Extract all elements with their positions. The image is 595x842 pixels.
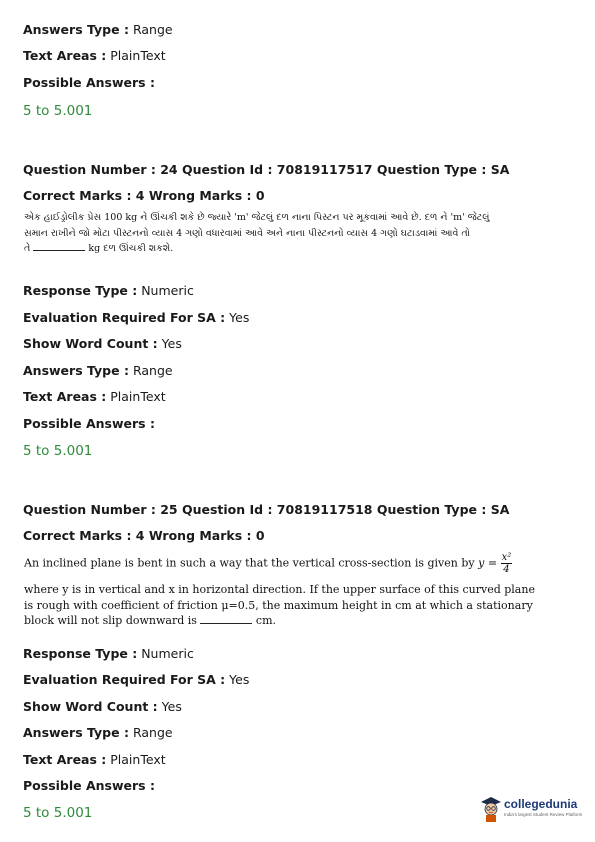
answer-blank bbox=[200, 622, 252, 624]
q25-answers-type-row: Answers Type : Range bbox=[23, 725, 173, 740]
q25-question-text bbox=[24, 552, 535, 629]
student-mascot-icon bbox=[480, 796, 502, 822]
q24-header: Question Number : 24 Question Id : 70819117517 Question Type : SA bbox=[23, 162, 510, 177]
q25-header: Question Number : 25 Question Id : 70819117518 Question Type : SA bbox=[23, 502, 510, 517]
collegedunia-logo bbox=[480, 796, 583, 822]
q24-answers-type-row: Answers Type : Range bbox=[23, 363, 173, 378]
logo-tagline: India's largest Student Review Platform bbox=[504, 812, 583, 817]
q25-word-count-row: Show Word Count : Yes bbox=[23, 699, 182, 714]
q25-text-line3: is rough with coefficient of friction μ=0.5, the maximum height in cm at which a stationary bbox=[24, 598, 533, 612]
q25-possible-answer: 5 to 5.001 bbox=[23, 805, 93, 821]
answer-blank bbox=[33, 249, 85, 251]
q25-marks: Correct Marks : 4 Wrong Marks : 0 bbox=[23, 528, 265, 543]
q24-text-line2: સમાન રાખીને જો મોટા પીસ્ટનનો વ્યાસ 4 ગણો વધારવામાં આવે અને નાના પીસ્ટનનો વ્યાસ 4 ગણો ઘટાડવામાં આવે તો bbox=[24, 227, 471, 239]
q24-text-line1: એક હાઈડ્રોલીક પ્રેસ 100 kg ને ઊંચકી શકે છે જ્યારે 'm' જેટલું દળ નાના પિસ્ટન પર મૂકવામાં આવે છે. દળ ને 'm' જેટલું bbox=[24, 212, 490, 223]
possible-answers-label: Possible Answers : bbox=[23, 75, 155, 90]
q24-marks: Correct Marks : 4 Wrong Marks : 0 bbox=[23, 188, 265, 203]
q24-word-count-row: Show Word Count : Yes bbox=[23, 336, 182, 351]
answers-type-row bbox=[23, 22, 173, 38]
q24-text-areas-row: Text Areas : PlainText bbox=[23, 389, 166, 404]
logo-brand-text: collegedunia bbox=[504, 797, 578, 811]
q24-response-type-row: Response Type : Numeric bbox=[23, 283, 194, 298]
q25-possible-answers-label: Possible Answers : bbox=[23, 778, 155, 793]
fraction: $\frac{\text{x²}}{4}$ bbox=[501, 552, 512, 575]
possible-answer: 5 to 5.001 bbox=[23, 103, 93, 119]
q24-eval-row: Evaluation Required For SA : Yes bbox=[23, 310, 250, 325]
q25-text-areas-row: Text Areas : PlainText bbox=[23, 752, 166, 767]
q24-question-text bbox=[24, 210, 489, 257]
text-areas-label: Text Areas : bbox=[23, 48, 107, 63]
q24-possible-answers-label: Possible Answers : bbox=[23, 416, 155, 431]
q24-text-line3: તે kg દળ ઊંચકી શકશે. bbox=[24, 243, 174, 254]
text-areas-row bbox=[23, 48, 166, 64]
text-areas-value: PlainText bbox=[110, 48, 166, 63]
q25-text-line4: block will not slip downward is cm. bbox=[24, 614, 277, 627]
q25-eval-row: Evaluation Required For SA : Yes bbox=[23, 672, 250, 687]
q25-response-type-row: Response Type : Numeric bbox=[23, 646, 194, 661]
q25-text-line1: An inclined plane is bent in such a way that the vertical cross-section is given by y = $\frac{\text{x²}}{4}$ bbox=[24, 552, 512, 575]
answers-type-value: Range bbox=[132, 22, 173, 37]
answers-type-label: Answers Type : bbox=[23, 22, 129, 37]
q24-possible-answer: 5 to 5.001 bbox=[23, 443, 93, 459]
q25-text-line2: where y is in vertical and x in horizontal direction. If the upper surface of this curved plane bbox=[24, 583, 535, 596]
